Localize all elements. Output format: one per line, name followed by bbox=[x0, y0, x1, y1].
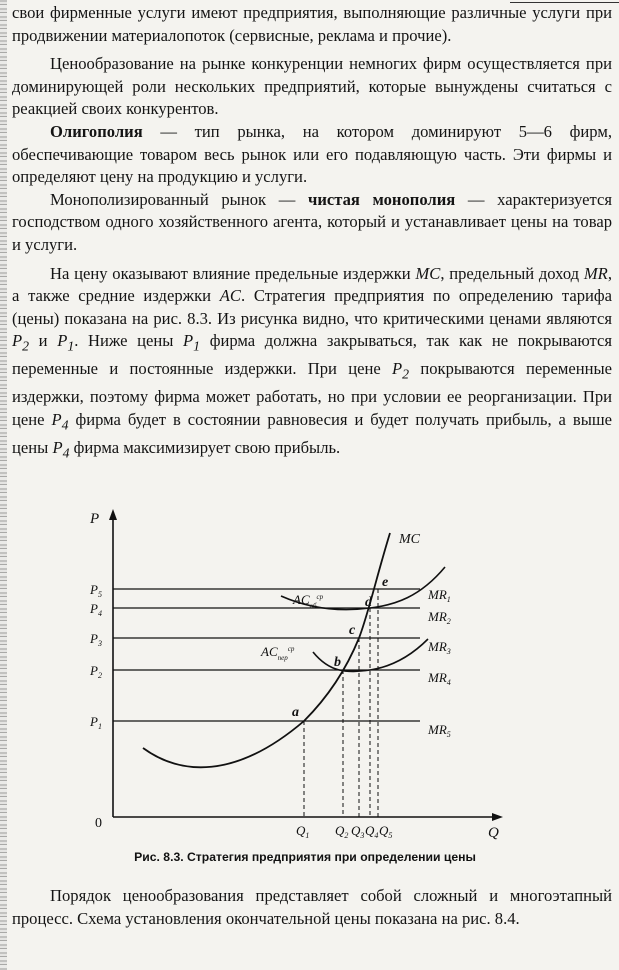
scan-edge-artifact bbox=[0, 0, 7, 970]
mc-label: MC bbox=[399, 532, 420, 547]
price-p2-ref-2: $P_2$ bbox=[392, 359, 410, 382]
point-a-label: a bbox=[292, 705, 299, 720]
figure-price-strategy bbox=[85, 505, 515, 845]
mr2-label: $MR_2$ bbox=[428, 609, 451, 626]
point-d-label: d bbox=[365, 595, 372, 610]
body-text-bottom bbox=[12, 885, 612, 930]
monopoly-definition: — характеризуется господством одного хозяйственного агента, который и устанавливает цены на товар и услуги. bbox=[12, 189, 612, 254]
price-label-p5: $P_5$ bbox=[90, 582, 102, 599]
price-label-p4: $P_4$ bbox=[90, 601, 102, 618]
q3-label: $Q_3$ bbox=[351, 823, 365, 840]
paragraph-strategy bbox=[12, 263, 612, 465]
oligopoly-definition: — тип рынка, на котором доминируют 5—6 фирм, обеспечивающие товаром весь рынок или его подавляющую часть. Эти фирмы и определяют цену на продукцию и услуги. bbox=[12, 121, 612, 187]
mr4-label: $MR_4$ bbox=[428, 670, 451, 687]
price-p4-ref: $P_4$ bbox=[51, 409, 69, 433]
term-mc: MC bbox=[415, 263, 441, 283]
origin-label: 0 bbox=[95, 816, 102, 831]
strategy-text-5: и bbox=[29, 331, 58, 351]
strategy-text-4: . Стратегия предприятия по определению тарифа (цены) показана на рис. 8.3. Из рисунка видно, что критическими ценами являются bbox=[12, 286, 612, 328]
price-label-p1: $P_1$ bbox=[90, 714, 102, 731]
strategy-text-7: фирма должна закрываться, так как не покрываются переменные и постоянные издержки. При цене bbox=[12, 331, 612, 379]
q2-label: $Q_2$ bbox=[335, 823, 349, 840]
price-label-p2: $P_2$ bbox=[90, 663, 102, 680]
point-c-label: c bbox=[349, 623, 356, 638]
price-p1-ref: $P_1$ bbox=[57, 331, 75, 354]
strategy-text-2: , предельный доход bbox=[440, 263, 584, 283]
price-p2-ref: $P_2$ bbox=[12, 331, 30, 354]
paragraph-procedure: Порядок ценообразования представляет собой сложный и многоэтапный процесс. Схема установления окончательной цены показана на рис. 8.4. bbox=[12, 886, 612, 928]
strategy-text-9: фирма будет в состоянии равновесия и будет получать прибыль, а выше цены bbox=[12, 409, 612, 457]
q4-label: $Q_4$ bbox=[365, 823, 379, 840]
point-b-label: b bbox=[334, 655, 341, 670]
mr3-label: $MR_3$ bbox=[428, 639, 451, 656]
paragraph-services: свои фирменные услуги имеют предприятия, выполняющие различные услуги при продвижении материалопоток (сервисные, реклама и прочие). bbox=[12, 3, 612, 45]
strategy-text-8: покрываются переменные издержки, поэтому фирма может работать, но при условии ее реорганизации. При цене bbox=[12, 359, 612, 429]
q1-label: $Q_1$ bbox=[296, 823, 310, 840]
figure-caption: Рис. 8.3. Стратегия предприятия при определении цены bbox=[134, 850, 476, 864]
term-mr: MR bbox=[583, 263, 608, 283]
ac-total-label: $AC_{об}^{ср}$ bbox=[293, 592, 324, 610]
term-oligopoly: Олигополия bbox=[50, 121, 143, 141]
strategy-text-3: , а также средние издержки bbox=[12, 263, 612, 306]
strategy-text-1: На цену оказывают влияние предельные издержки bbox=[50, 263, 416, 283]
strategy-text-10: фирма максимизирует свою прибыль. bbox=[69, 437, 341, 457]
monopoly-intro: Монополизированный рынок — bbox=[50, 189, 308, 209]
ac-variable-label: $AC_{пер}^{ср}$ bbox=[261, 644, 295, 662]
strategy-text-6: . Ниже цены bbox=[74, 331, 184, 351]
term-pure-monopoly: чистая монополия bbox=[307, 189, 456, 209]
x-axis-arrow bbox=[492, 813, 503, 821]
paragraph-oligopoly bbox=[12, 121, 612, 189]
mr1-label: $MR_1$ bbox=[428, 587, 451, 604]
price-label-p3: $P_3$ bbox=[90, 631, 102, 648]
dashed-guides bbox=[304, 589, 378, 817]
y-axis-label: P bbox=[90, 511, 100, 527]
paragraph-pricing: Ценообразование на рынке конкуренции немногих фирм осуществляется при доминирующей роли нескольких предприятий, которые вынуждены считаться с реакцией своих конкурентов. bbox=[12, 54, 612, 119]
price-p1-ref-2: $P_1$ bbox=[183, 331, 201, 354]
q5-label: $Q_5$ bbox=[379, 823, 393, 840]
paragraph-monopoly bbox=[12, 189, 612, 257]
term-ac: AC bbox=[219, 286, 241, 306]
point-e-label: e bbox=[382, 575, 389, 590]
body-text-top bbox=[12, 2, 612, 465]
price-p4-ref-2: $P_4$ bbox=[52, 437, 70, 460]
mr5-label: $MR_5$ bbox=[428, 722, 451, 739]
y-axis-arrow bbox=[109, 509, 117, 520]
x-axis-label: Q bbox=[488, 825, 499, 841]
